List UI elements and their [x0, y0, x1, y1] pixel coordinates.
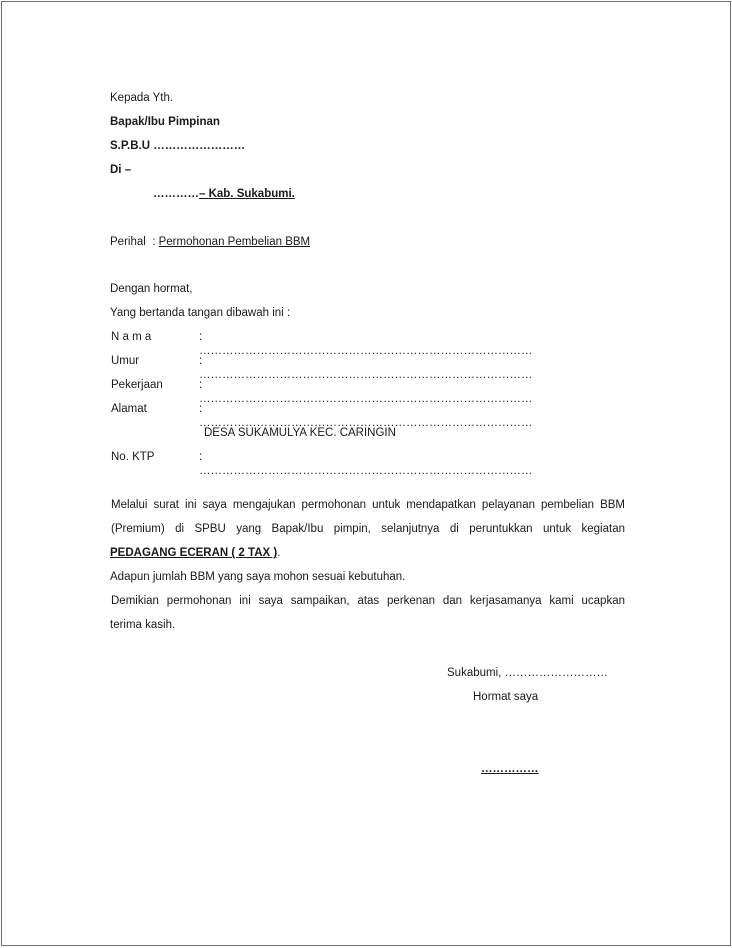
field-row-alamat [111, 402, 533, 429]
letter-page [1, 1, 731, 946]
location-dots: ………… [153, 188, 199, 200]
body-paragraph-1-line-1: Melalui surat ini saya mengajukan permohonan untuk mendapatkan pelayanan pembelian BBM [111, 499, 625, 511]
signature-line: …………… [481, 763, 539, 775]
recipient-location [153, 187, 295, 201]
recipient-di: Di – [110, 164, 132, 176]
salutation: Dengan hormat, [110, 283, 193, 295]
field-label: Alamat [111, 403, 147, 415]
subject-line [110, 235, 310, 249]
body-paragraph-2: Adapun jumlah BBM yang saya mohon sesuai kebutuhan. [110, 571, 406, 583]
field-value: : …………………………………………………………………………… [199, 331, 533, 357]
field-label: Umur [111, 355, 140, 367]
recipient-spbu: S.P.B.U …………………… [110, 140, 246, 152]
body-paragraph-1-line-2: (Premium) di SPBU yang Bapak/Ibu pimpin, selanjutnya di peruntukkan untuk kegiatan [111, 523, 625, 535]
recipient-greeting: Kepada Yth. [110, 92, 174, 104]
field-value: : …………………………………………………………………………… [199, 379, 533, 405]
location-name: – Kab. Sukabumi. [199, 188, 295, 200]
body-paragraph-1-line-3 [110, 546, 280, 560]
field-value: : …………………………………………………………………………… [199, 355, 533, 381]
field-row-ktp [111, 450, 533, 477]
intro-text: Yang bertanda tangan dibawah ini : [110, 307, 291, 319]
body-paragraph-3-line-1: Demikian permohonan ini saya sampaikan, atas perkenan dan kerjasamanya kami ucapkan [111, 595, 625, 607]
field-row-nama [111, 330, 533, 357]
place-date: Sukabumi, ……………………… [447, 667, 609, 679]
activity-period: . [277, 547, 281, 559]
address-line: DESA SUKAMULYA KEC. CARINGIN [204, 427, 396, 439]
field-row-pekerjaan [111, 378, 533, 405]
field-row-umur [111, 354, 533, 381]
field-label: No. KTP [111, 451, 155, 463]
field-label: N a m a [111, 331, 152, 343]
recipient-addressee: Bapak/Ibu Pimpinan [110, 116, 220, 128]
body-paragraph-3-line-2: terima kasih. [110, 619, 176, 631]
subject-label: Perihal [110, 236, 146, 248]
subject-text: Permohonan Pembelian BBM [158, 236, 311, 248]
activity-name: PEDAGANG ECERAN ( 2 TAX ) [110, 547, 278, 559]
subject-colon: : [152, 236, 156, 248]
field-value: : …………………………………………………………………………… [199, 451, 533, 477]
field-value: : …………………………………………………………………………… [199, 403, 533, 429]
closing: Hormat saya [473, 691, 539, 703]
field-label: Pekerjaan [111, 379, 163, 391]
